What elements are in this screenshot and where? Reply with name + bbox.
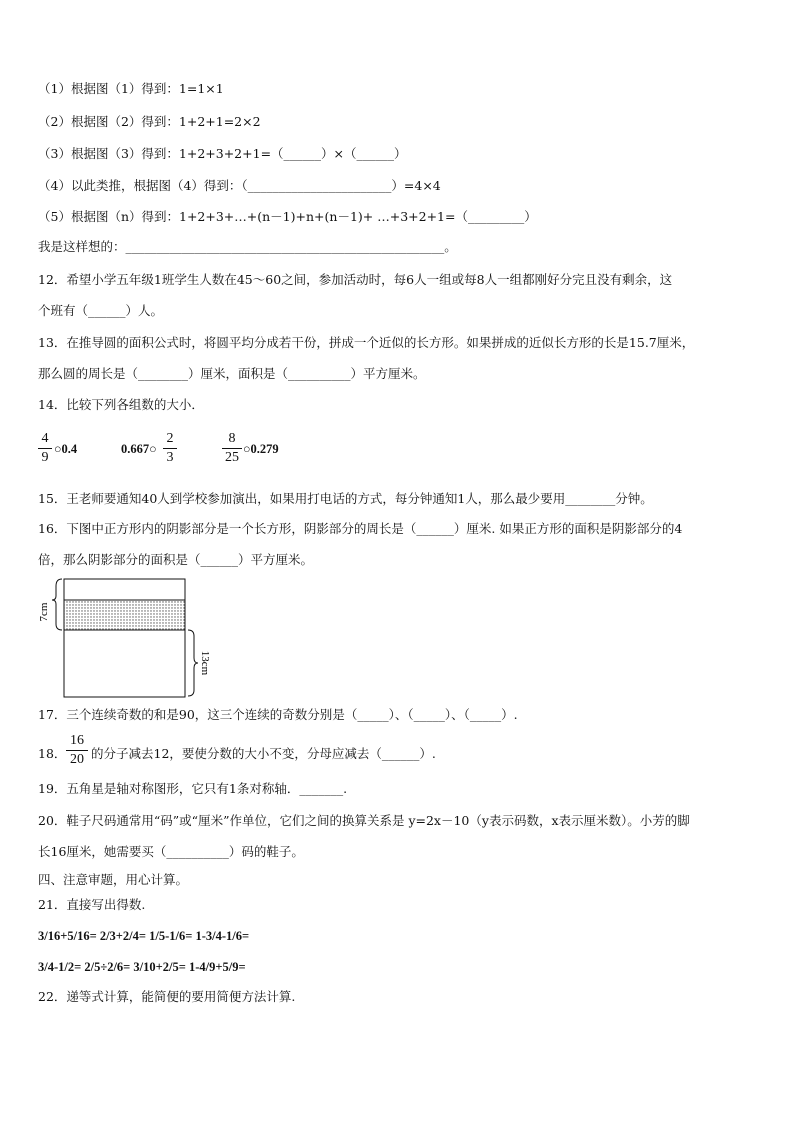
line-3: （3）根据图（3）得到：1+2+3+2+1=（______）×（______） [38,146,407,161]
shaded-rectangle [64,600,185,630]
q14-fraction-3-denominator: 25 [225,450,239,465]
question-13-line-a: 13．在推导圆的面积公式时，将圆平均分成若干份，拼成一个近似的长方形。如果拼成的近似长方形的长是15.7厘米， [38,335,695,350]
label-7cm: 7cm [38,602,50,622]
question-16-line-b: 倍，那么阴影部分的面积是（______）平方厘米。 [38,552,314,567]
q18-fraction-numerator: 16 [70,733,84,748]
label-13cm: 13cm [199,650,211,676]
q14-fraction-3-numerator: 8 [228,431,236,446]
square-figure [36,574,216,700]
q14-fraction-2-denominator: 3 [166,450,174,465]
question-13-line-b: 那么圆的周长是（________）厘米，面积是（__________）平方厘米。 [38,366,426,381]
question-22: 22．递等式计算，能简便的要用简便方法计算. [38,989,296,1004]
section-4-heading: 四、注意审题，用心计算。 [38,872,189,887]
q14-fraction-2-numerator: 2 [166,431,174,446]
line-2: （2）根据图（2）得到：1+2+1=2×2 [38,114,261,129]
question-17: 17．三个连续奇数的和是90，这三个连续的奇数分别是（_____）、（_____）、（_____）. [38,707,518,722]
question-12-line-a: 12．希望小学五年级1班学生人数在45～60之间，参加活动时，每6人一组或每8人一组都刚好分完且没有剩余，这 [38,272,673,287]
q18-fraction [66,733,88,768]
q18-fraction-denominator: 20 [70,752,84,767]
q14-fraction-1-bar [38,448,52,449]
q14-compare-3: ○0.279 [243,442,279,456]
question-20-line-b: 长16厘米，她需要买（__________）码的鞋子。 [38,844,304,859]
line-4: （4）以此类推，根据图（4）得到：（_______________________）=4×4 [38,178,441,193]
question-12-line-b: 个班有（______）人。 [38,303,164,318]
line-6: 我是这样想的：___________________________________________________。 [38,239,457,254]
q18-fraction-bar [66,750,88,751]
line-1: （1）根据图（1）得到：1=1×1 [38,81,224,96]
question-21: 21．直接写出得数. [38,897,146,912]
question-21-row-2: 3/4-1/2= 2/5÷2/6= 3/10+2/5= 1-4/9+5/9= [38,960,246,974]
q14-fraction-1-denominator: 9 [41,450,49,465]
left-brace [52,579,62,630]
question-15: 15．王老师要通知40人到学校参加演出，如果用打电话的方式，每分钟通知1人，那么最少要用________分钟。 [38,491,653,506]
q14-fraction-3 [222,431,242,466]
question-19: 19．五角星是轴对称图形，它只有1条对称轴．_______. [38,781,348,796]
q14-fraction-1-numerator: 4 [41,431,49,446]
question-20-line-a: 20．鞋子尺码通常用“码”或“厘米”作单位，它们之间的换算关系是 y=2x－10（y表示码数，x表示厘米数）。小芳的脚 [38,813,690,828]
q14-fraction-2 [163,431,177,466]
question-16-line-a: 16．下图中正方形内的阴影部分是一个长方形，阴影部分的周长是（______）厘米. 如果正方形的面积是阴影部分的4 [38,521,683,536]
q14-fraction-3-bar [222,448,242,449]
q14-compare-2-left: 0.667○ [121,442,157,456]
q14-fraction-1 [38,431,52,466]
line-5: （5）根据图（n）得到：1+2+3+…+(n－1)+n+(n－1)+ …+3+2+1=（_________） [38,209,537,224]
question-14: 14．比较下列各组数的大小． [38,397,204,412]
square-outline [64,579,185,697]
q14-compare-1: ○0.4 [54,442,78,456]
question-18-text: 的分子减去12，要使分数的大小不变，分母应减去（______）. [91,746,436,761]
question-18-prefix: 18． [38,746,67,761]
question-21-row-1: 3/16+5/16= 2/3+2/4= 1/5-1/6= 1-3/4-1/6= [38,929,250,943]
q14-fraction-2-bar [163,448,177,449]
right-brace [188,630,198,696]
